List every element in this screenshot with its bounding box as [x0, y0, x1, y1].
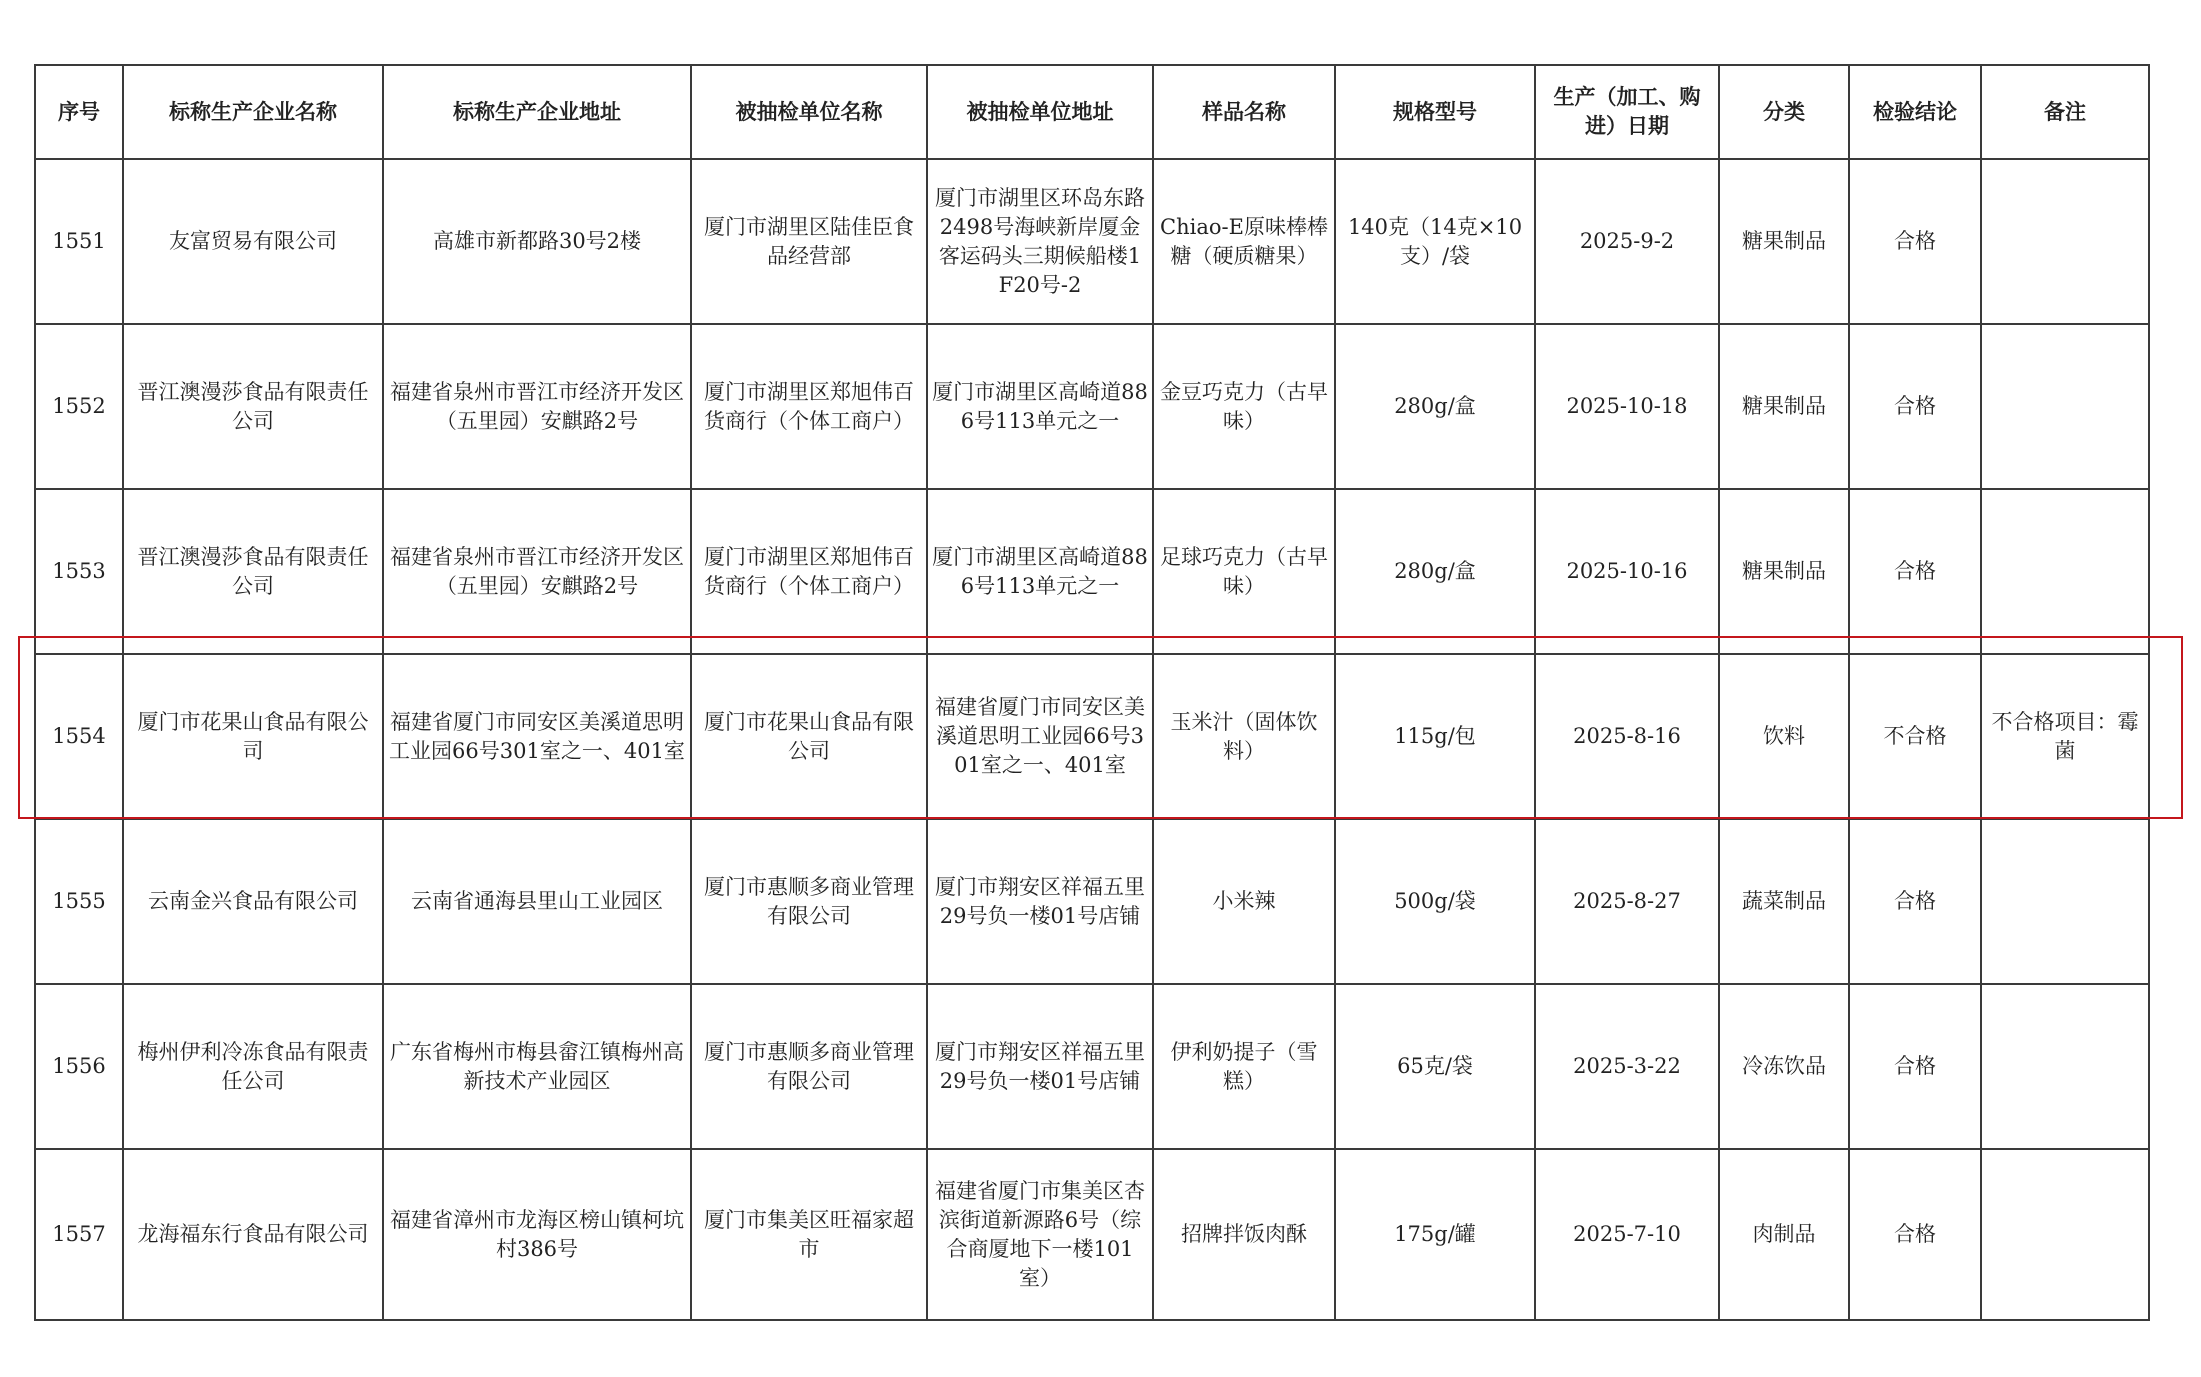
- cell-sample-name: Chiao-E原味棒棒糖（硬质糖果）: [1153, 159, 1335, 324]
- cell-inspection-result: 合格: [1849, 984, 1981, 1149]
- table-body: [35, 159, 2149, 1320]
- cell-remarks: [1981, 819, 2149, 984]
- table-row: [35, 489, 2149, 654]
- header-manufacturer-name: 标称生产企业名称: [123, 65, 383, 159]
- cell-category: 冷冻饮品: [1719, 984, 1849, 1149]
- table-row: [35, 819, 2149, 984]
- cell-sampled-unit-name: 厦门市湖里区陆佳臣食品经营部: [691, 159, 927, 324]
- cell-manufacturer-name: 云南金兴食品有限公司: [123, 819, 383, 984]
- header-sampled-unit-name: 被抽检单位名称: [691, 65, 927, 159]
- cell-manufacturer-address: 福建省泉州市晋江市经济开发区（五里园）安麒路2号: [383, 324, 691, 489]
- cell-sample-name: 小米辣: [1153, 819, 1335, 984]
- header-sample-name: 样品名称: [1153, 65, 1335, 159]
- cell-manufacturer-address: 福建省厦门市同安区美溪道思明工业园66号301室之一、401室: [383, 654, 691, 819]
- cell-manufacturer-address: 福建省漳州市龙海区榜山镇柯坑村386号: [383, 1149, 691, 1320]
- header-inspection-result: 检验结论: [1849, 65, 1981, 159]
- table-row: [35, 984, 2149, 1149]
- cell-manufacturer-name: 梅州伊利冷冻食品有限责任公司: [123, 984, 383, 1149]
- cell-category: 饮料: [1719, 654, 1849, 819]
- cell-production-date: 2025-8-16: [1535, 654, 1719, 819]
- table-row: [35, 159, 2149, 324]
- inspection-results-table: [34, 64, 2150, 1321]
- cell-sampled-unit-address: 厦门市湖里区环岛东路2498号海峡新岸厦金客运码头三期候船楼1F20号-2: [927, 159, 1153, 324]
- cell-specification: 140克（14克×10支）/袋: [1335, 159, 1535, 324]
- cell-sampled-unit-address: 厦门市翔安区祥福五里29号负一楼01号店铺: [927, 984, 1153, 1149]
- header-production-date: 生产（加工、购进）日期: [1535, 65, 1719, 159]
- cell-inspection-result: 合格: [1849, 324, 1981, 489]
- cell-sample-name: 足球巧克力（古早味）: [1153, 489, 1335, 654]
- cell-sample-name: 伊利奶提子（雪糕）: [1153, 984, 1335, 1149]
- cell-remarks: [1981, 489, 2149, 654]
- header-specification: 规格型号: [1335, 65, 1535, 159]
- cell-inspection-result: 合格: [1849, 1149, 1981, 1320]
- cell-sample-name: 玉米汁（固体饮料）: [1153, 654, 1335, 819]
- cell-specification: 115g/包: [1335, 654, 1535, 819]
- cell-sampled-unit-address: 厦门市湖里区高崎道886号113单元之一: [927, 324, 1153, 489]
- cell-manufacturer-name: 友富贸易有限公司: [123, 159, 383, 324]
- cell-manufacturer-address: 高雄市新都路30号2楼: [383, 159, 691, 324]
- cell-inspection-result: 合格: [1849, 159, 1981, 324]
- cell-sampled-unit-address: 福建省厦门市同安区美溪道思明工业园66号301室之一、401室: [927, 654, 1153, 819]
- cell-manufacturer-name: 晋江澳漫莎食品有限责任公司: [123, 489, 383, 654]
- cell-category: 蔬菜制品: [1719, 819, 1849, 984]
- cell-production-date: 2025-8-27: [1535, 819, 1719, 984]
- cell-category: 糖果制品: [1719, 489, 1849, 654]
- cell-remarks: [1981, 159, 2149, 324]
- cell-production-date: 2025-7-10: [1535, 1149, 1719, 1320]
- cell-specification: 280g/盒: [1335, 489, 1535, 654]
- cell-remarks: 不合格项目：霉菌: [1981, 654, 2149, 819]
- cell-specification: 280g/盒: [1335, 324, 1535, 489]
- cell-serial-no: 1555: [35, 819, 123, 984]
- table-header: [35, 65, 2149, 159]
- cell-production-date: 2025-10-16: [1535, 489, 1719, 654]
- cell-specification: 65克/袋: [1335, 984, 1535, 1149]
- cell-manufacturer-address: 云南省通海县里山工业园区: [383, 819, 691, 984]
- header-category: 分类: [1719, 65, 1849, 159]
- cell-inspection-result: 合格: [1849, 489, 1981, 654]
- cell-serial-no: 1552: [35, 324, 123, 489]
- cell-serial-no: 1554: [35, 654, 123, 819]
- cell-production-date: 2025-3-22: [1535, 984, 1719, 1149]
- cell-production-date: 2025-9-2: [1535, 159, 1719, 324]
- cell-sampled-unit-name: 厦门市湖里区郑旭伟百货商行（个体工商户）: [691, 324, 927, 489]
- cell-remarks: [1981, 1149, 2149, 1320]
- cell-manufacturer-name: 晋江澳漫莎食品有限责任公司: [123, 324, 383, 489]
- cell-manufacturer-address: 广东省梅州市梅县畲江镇梅州高新技术产业园区: [383, 984, 691, 1149]
- table-row: [35, 324, 2149, 489]
- cell-specification: 175g/罐: [1335, 1149, 1535, 1320]
- cell-category: 糖果制品: [1719, 324, 1849, 489]
- cell-inspection-result: 合格: [1849, 819, 1981, 984]
- cell-serial-no: 1557: [35, 1149, 123, 1320]
- cell-production-date: 2025-10-18: [1535, 324, 1719, 489]
- cell-serial-no: 1556: [35, 984, 123, 1149]
- cell-sampled-unit-address: 厦门市湖里区高崎道886号113单元之一: [927, 489, 1153, 654]
- cell-serial-no: 1551: [35, 159, 123, 324]
- cell-sampled-unit-address: 厦门市翔安区祥福五里29号负一楼01号店铺: [927, 819, 1153, 984]
- cell-manufacturer-name: 厦门市花果山食品有限公司: [123, 654, 383, 819]
- cell-manufacturer-name: 龙海福东行食品有限公司: [123, 1149, 383, 1320]
- cell-sampled-unit-name: 厦门市惠顺多商业管理有限公司: [691, 984, 927, 1149]
- cell-sampled-unit-address: 福建省厦门市集美区杏滨街道新源路6号（综合商厦地下一楼101室）: [927, 1149, 1153, 1320]
- header-manufacturer-address: 标称生产企业地址: [383, 65, 691, 159]
- cell-sampled-unit-name: 厦门市集美区旺福家超市: [691, 1149, 927, 1320]
- header-row: [35, 65, 2149, 159]
- cell-sample-name: 金豆巧克力（古早味）: [1153, 324, 1335, 489]
- table-row: [35, 1149, 2149, 1320]
- cell-sample-name: 招牌拌饭肉酥: [1153, 1149, 1335, 1320]
- header-serial-no: 序号: [35, 65, 123, 159]
- cell-category: 糖果制品: [1719, 159, 1849, 324]
- cell-sampled-unit-name: 厦门市花果山食品有限公司: [691, 654, 927, 819]
- cell-inspection-result: 不合格: [1849, 654, 1981, 819]
- cell-remarks: [1981, 324, 2149, 489]
- header-remarks: 备注: [1981, 65, 2149, 159]
- cell-remarks: [1981, 984, 2149, 1149]
- cell-category: 肉制品: [1719, 1149, 1849, 1320]
- cell-specification: 500g/袋: [1335, 819, 1535, 984]
- header-sampled-unit-address: 被抽检单位地址: [927, 65, 1153, 159]
- cell-sampled-unit-name: 厦门市惠顺多商业管理有限公司: [691, 819, 927, 984]
- cell-serial-no: 1553: [35, 489, 123, 654]
- cell-manufacturer-address: 福建省泉州市晋江市经济开发区（五里园）安麒路2号: [383, 489, 691, 654]
- table-row: [35, 654, 2149, 819]
- cell-sampled-unit-name: 厦门市湖里区郑旭伟百货商行（个体工商户）: [691, 489, 927, 654]
